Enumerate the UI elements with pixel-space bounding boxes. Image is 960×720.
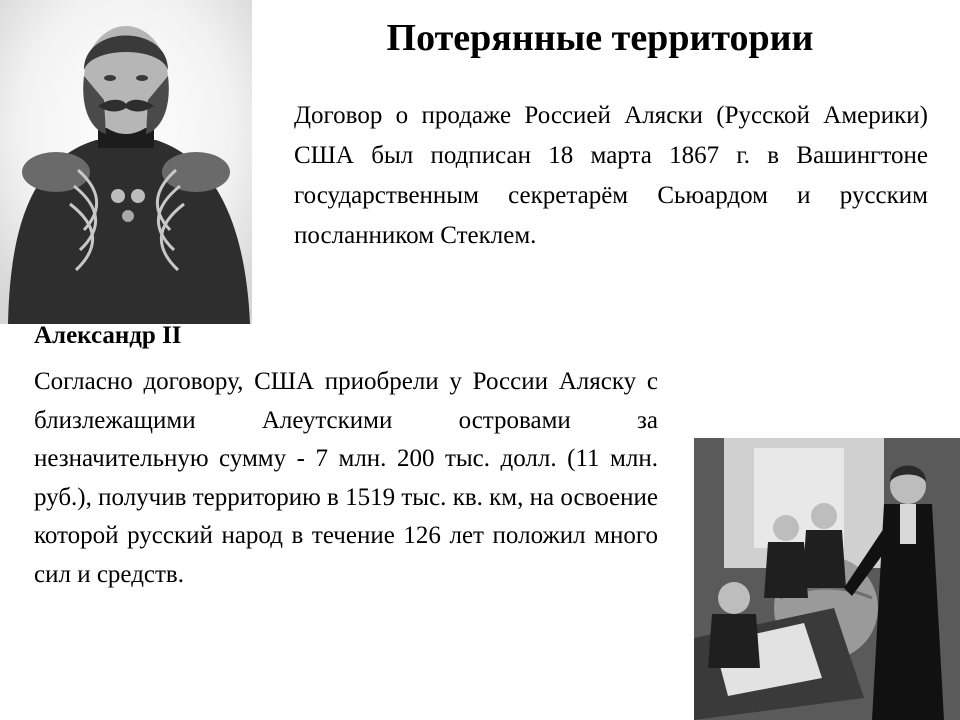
alexander-ii-portrait	[0, 0, 252, 324]
treaty-signing-painting	[694, 438, 960, 720]
purchase-paragraph: Согласно договору, США приобрели у России Аляску с близлежащими Алеутскими островами за незначительную сумму - 7 млн. 200 тыс. долл. (11 млн. руб.), получив территорию в 1519 тыс. кв. км, на освоение которой русский народ в течение 126 лет положил много сил и средств.	[34, 368, 658, 588]
portrait-caption: Александр II	[34, 322, 182, 349]
slide-title: Потерянные территории	[386, 17, 814, 59]
treaty-paragraph: Договор о продаже Россией Аляски (Русской Америки) США был подписан 18 марта 1867 г. в Вашингтоне государственным секретарём Сьюардом и русским посланником Стеклем.	[294, 102, 928, 249]
